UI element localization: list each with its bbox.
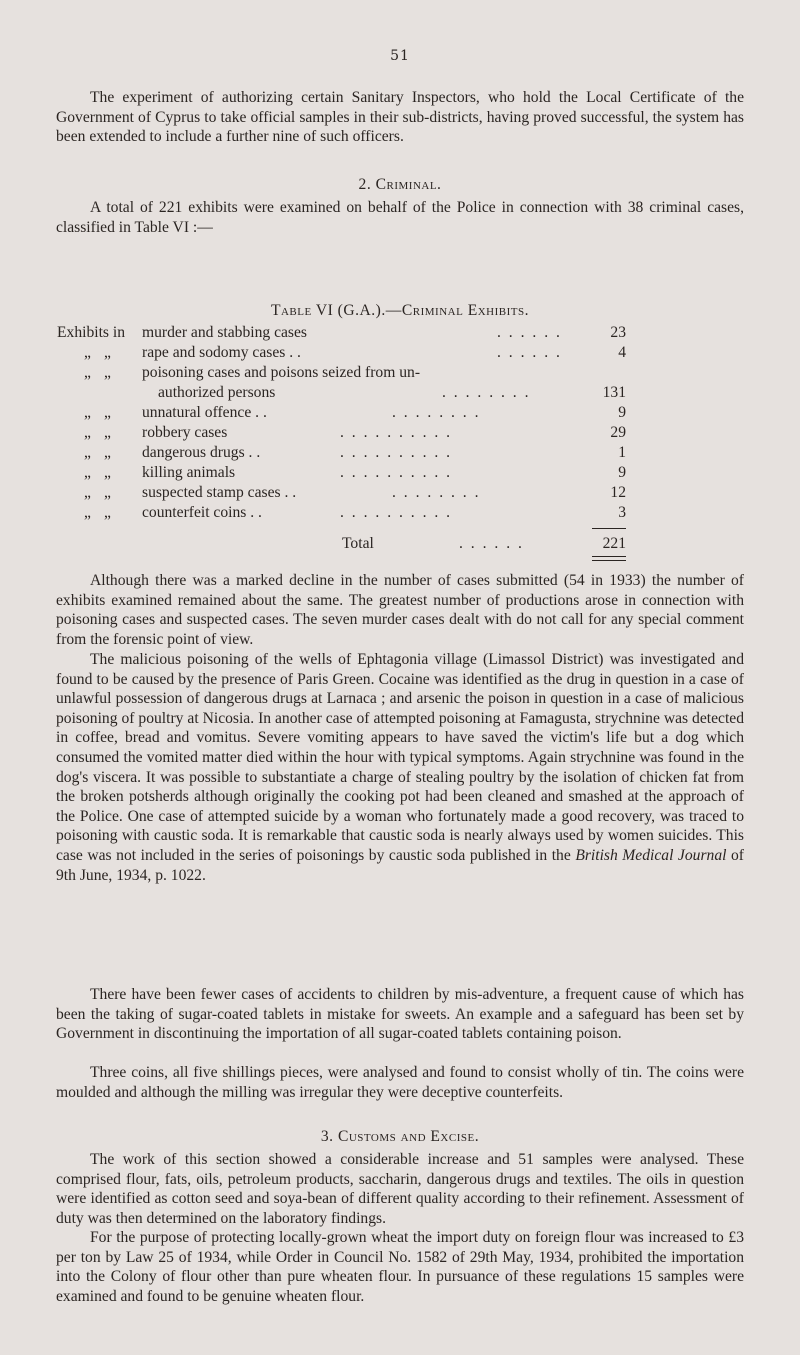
row-label: murder and stabbing cases — [142, 324, 307, 341]
row-dots: . . . . . . . . . . — [340, 444, 453, 461]
row-dots: . . . . . . . . . . — [340, 504, 453, 521]
row-dots: . . . . . . . . — [392, 484, 481, 501]
table-row — [0, 444, 800, 464]
ditto-mark: „ — [104, 504, 111, 521]
row-dots: . . . . . . . . — [392, 404, 481, 421]
row-value: 9 — [618, 464, 626, 481]
poisoning-paragraph — [56, 650, 744, 885]
total-rule — [592, 528, 626, 529]
row-value: 131 — [602, 384, 626, 401]
row-label: unnatural offence . . — [142, 404, 267, 421]
row-label: dangerous drugs . . — [142, 444, 261, 461]
total-double-rule — [592, 556, 626, 561]
row-value: 29 — [610, 424, 626, 441]
customs-heading: 3. Customs and Excise. — [320, 1128, 480, 1145]
criminal-intro-paragraph: A total of 221 exhibits were examined on behalf of the Police in connection with 38 criminal cases, classified in Table VI :— — [56, 199, 744, 236]
table-title: Table VI (G.A.).—Criminal Exhibits. — [270, 302, 530, 319]
table-row — [0, 384, 800, 404]
ditto-mark: „ — [84, 484, 91, 501]
row-value: 9 — [618, 404, 626, 421]
table-row — [0, 504, 800, 524]
row-label: rape and sodomy cases . . — [142, 344, 301, 361]
row-dots: . . . . . . . . . . — [340, 464, 453, 481]
row-label: poisoning cases and poisons seized from un- — [142, 364, 421, 381]
row-value: 4 — [618, 344, 626, 361]
intro-paragraph: The experiment of authorizing certain Sanitary Inspectors, who hold the Local Certificate of the Government of Cyprus to take official samples in their sub-districts, having proved successful, the system has been extended to include a further nine of such officers. — [56, 89, 744, 146]
ditto-mark: „ — [104, 464, 111, 481]
row-dots: . . . . . . — [497, 324, 562, 341]
table-row — [0, 484, 800, 504]
ditto-mark: „ — [84, 464, 91, 481]
page-number: 51 — [390, 48, 410, 64]
row-value: 3 — [618, 504, 626, 521]
accidents-paragraph: There have been fewer cases of accidents to children by mis-adventure, a frequent cause of which has been the taking of sugar-coated tablets in mistake for sweets. An example and a safeguard has been set by Government in discontinuing the importation of all sugar-coated tablets containing poison. — [56, 986, 744, 1043]
ditto-mark: „ — [84, 404, 91, 421]
row-value: 12 — [610, 484, 626, 501]
table-row — [0, 424, 800, 444]
row-value: 1 — [618, 444, 626, 461]
criminal-heading: 2. Criminal. — [358, 176, 442, 193]
row-dots: . . . . . . — [497, 344, 562, 361]
row-label: killing animals — [142, 464, 236, 481]
poisoning-citation: of 9th June, 1934, p. 1022. — [56, 846, 744, 884]
row-label: counterfeit coins . . — [142, 504, 262, 521]
ditto-mark: „ — [104, 344, 111, 361]
row-value: 23 — [610, 324, 626, 341]
customs-paragraph: The work of this section showed a considerable increase and 51 samples were analysed. These comprised flour, fats, oils, petroleum products, saccharin, dangerous drugs and textiles. The oils in question were identified as cotton seed and soya-bean of different quality according to their refinement. Assessment of duty was then determined on the laboratory findings. — [56, 1151, 744, 1227]
decline-paragraph: Although there was a marked decline in the number of cases submitted (54 in 1933) the number of exhibits examined remained about the same. The greatest number of productions arose in connection with poisoning cases and suspected cases. The seven murder cases dealt with do not call for any special comment from the forensic point of view. — [56, 572, 744, 648]
ditto-mark: „ — [104, 444, 111, 461]
table-row — [0, 364, 800, 384]
row-label: suspected stamp cases . . — [142, 484, 297, 501]
table-row — [0, 404, 800, 424]
ditto-mark: „ — [84, 344, 91, 361]
table-row — [0, 464, 800, 484]
total-label: Total — [342, 535, 374, 552]
ditto-mark: „ — [104, 364, 111, 381]
row-dots: . . . . . . . . — [442, 384, 531, 401]
ditto-mark: „ — [84, 444, 91, 461]
table-row — [0, 324, 800, 344]
ditto-mark: „ — [104, 484, 111, 501]
table-total-row — [0, 535, 800, 555]
ditto-mark: „ — [84, 424, 91, 441]
poisoning-text: The malicious poisoning of the wells of Ephtagonia village (Limassol District) was investigated and found to be caused by the presence of Paris Green. Cocaine was identified as the drug in question in a case of unlawful possession of dangerous drugs at Larnaca ; and arsenic the poison in question in a case of malicious poisoning of poultry at Nicosia. In another case of attempted poisoning at Famagusta, strychnine was detected in coffee, bread and vomitus. Severe vomiting appears to have saved the victim's life but a dog which consumed the vomited matter died within the hour with typical symptoms. Again strychnine was found in the dog's viscera. It was possible to substantiate a charge of stealing poultry by the isolation of chicken fat from the broken potsherds although originally the cooking pot had been cleaned and smashed at the approach of the Police. One case of attempted suicide by a woman who fortunately made a good recovery, was traced to poisoning with caustic soda. It is remarkable that caustic soda is nearly always used by women suicides. This case was not included in the series of poisonings by caustic soda published in the — [56, 651, 744, 864]
coins-paragraph: Three coins, all five shillings pieces, were analysed and found to consist wholly of tin. The coins were moulded and although the milling was irregular they were deceptive counterfeits. — [56, 1064, 744, 1101]
row-label: robbery cases — [142, 424, 228, 441]
ditto-mark: „ — [84, 364, 91, 381]
ditto-mark: „ — [84, 504, 91, 521]
total-dots: . . . . . . — [459, 535, 524, 552]
total-value: 221 — [602, 535, 626, 552]
journal-title: British Medical Journal — [575, 846, 727, 864]
row-label: authorized persons — [158, 384, 276, 401]
ditto-mark: „ — [104, 424, 111, 441]
row-dots: . . . . . . . . . . — [340, 424, 453, 441]
flour-paragraph: For the purpose of protecting locally-grown wheat the import duty on foreign flour was increased to £3 per ton by Law 25 of 1934, while Order in Council No. 1582 of 29th May, 1934, prohibited the importation into the Colony of flour other than pure wheaten flour. In pursuance of these regulations 15 samples were examined and found to be genuine wheaten flour. — [56, 1229, 744, 1305]
table-lead: Exhibits in — [57, 324, 126, 341]
table-row — [0, 344, 800, 364]
ditto-mark: „ — [104, 404, 111, 421]
